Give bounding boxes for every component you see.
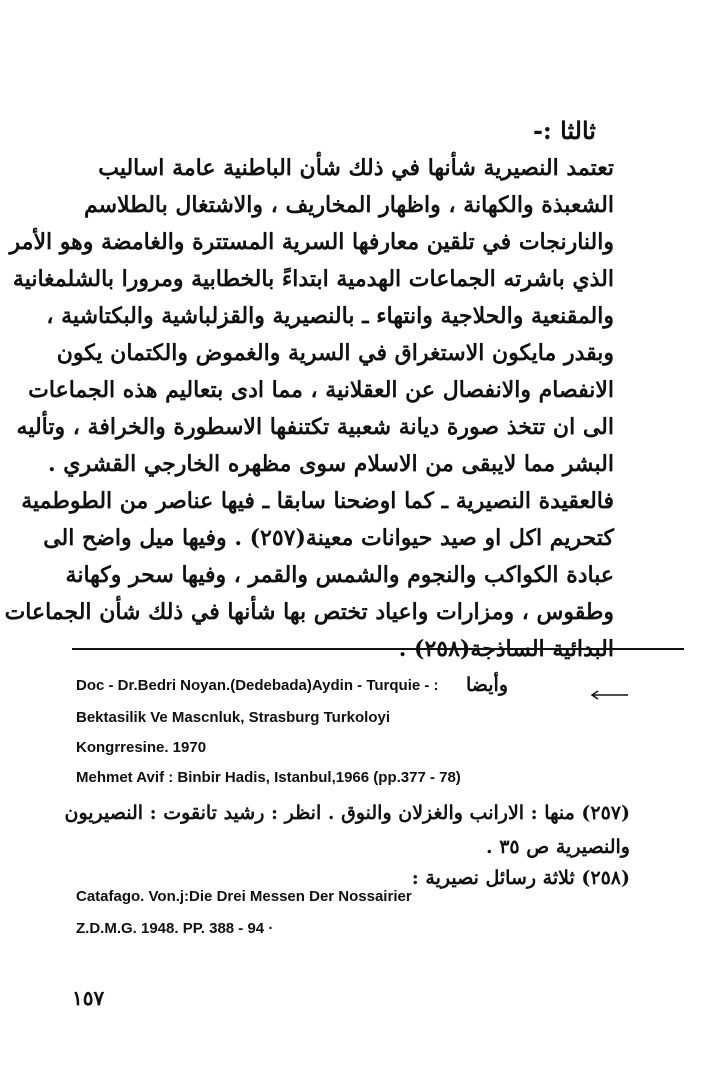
body-line: وبقدر مايكون الاستغراق في السرية والغموض والكتمان يكون [56, 340, 614, 366]
footnote-line: Mehmet Avif : Binbir Hadis, Istanbul,1966 (pp.377 - 78) [76, 769, 461, 786]
footnote-ref-arabic: وأيضا [465, 674, 508, 696]
footnote-258-citation-2: Z.D.M.G. 1948. PP. 388 - 94 · [76, 920, 274, 937]
body-line: وطقوس ، ومزارات واعياد تختص بها شأنها في ذلك شأن الجماعات [4, 599, 614, 625]
body-line: الى ان تتخذ صورة ديانة شعبية تكتنفها الاسطورة والخرافة ، وتأليه [16, 414, 614, 440]
footnote-ref-latin: Doc - Dr.Bedri Noyan.(Dedebada)Aydin - Turquie - : [76, 677, 439, 694]
body-line: البشر مما لايبقى من الاسلام سوى مظهره الخارجي القشري . [47, 451, 614, 477]
footnote-line: Bektasilik Ve Mascnluk, Strasburg Turkoloyi [76, 709, 390, 726]
body-line: تعتمد النصيرية شأنها في ذلك شأن الباطنية عامة اساليب [98, 155, 614, 181]
body-line: الشعبذة والكهانة ، واظهار المخاريف ، والاشتغال بالطلاسم [83, 192, 614, 218]
footnote-258: (٢٥٨) ثلاثة رسائل نصيرية : [411, 867, 630, 889]
body-line: الذي باشرته الجماعات الهدمية ابتداءً بالخطابية ومرورا بالشلمغانية [12, 266, 614, 292]
body-text [4, 150, 614, 668]
body-line: كتحريم اكل او صيد حيوانات معينة(٢٥٧) . وفيها ميل واضح الى [43, 525, 614, 551]
body-line: والمقنعية والحلاجية وانتهاء ـ بالنصيرية والقزلباشية والبكتاشية ، [46, 303, 614, 329]
section-heading: ثالثا :- [532, 116, 596, 145]
footnote-257-cont: والنصيرية ص ٣٥ . [485, 836, 630, 858]
footnote-line: Kongrresine. 1970 [76, 739, 207, 756]
left-arrow-icon [590, 690, 628, 700]
body-line: والنارنجات في تلقين معارفها السرية المستترة والغامضة وهو الأمر [9, 229, 614, 255]
footnote-258-citation: Catafago. Von.j:Die Drei Messen Der Nossairier [76, 888, 412, 905]
footnote-257: (٢٥٧) منها : الارانب والغزلان والنوق . انظر : رشيد تانقوت : النصيريون [64, 802, 630, 824]
body-line: عبادة الكواكب والنجوم والشمس والقمر ، وفيها سحر وكهانة [65, 562, 614, 588]
page-number: ١٥٧ [72, 986, 105, 1010]
body-line: البدائية الساذجة(٢٥٨) . [398, 636, 614, 662]
body-line: فالعقيدة النصيرية ـ كما اوضحنا سابقا ـ فيها عناصر من الطوطمية [21, 488, 614, 514]
body-line: الانفصام والانفصال عن العقلانية ، مما ادى بتعاليم هذه الجماعات [28, 377, 614, 403]
footnote-separator [72, 648, 684, 650]
